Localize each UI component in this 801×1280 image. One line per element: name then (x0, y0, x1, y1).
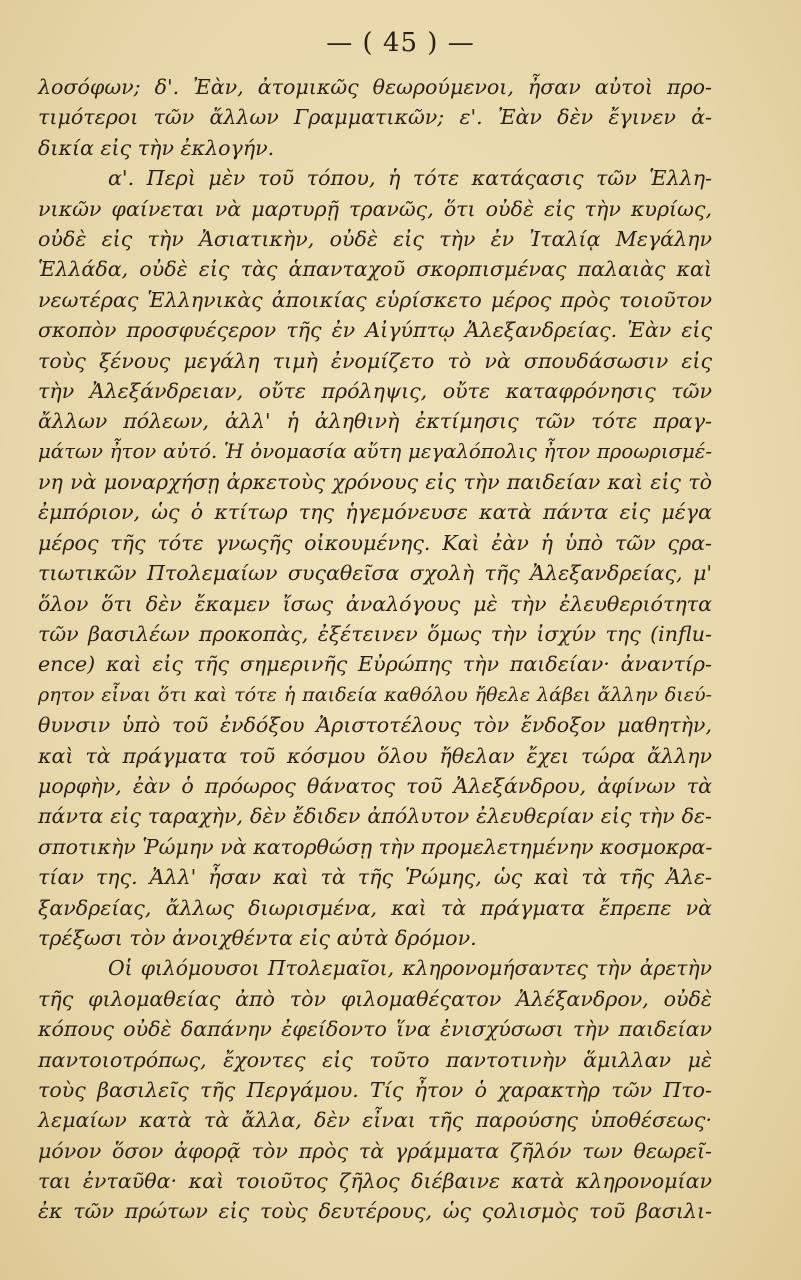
text-line: σποτικὴν Ῥώμην νὰ κατορθώσῃ τὴν προμελετημένην κοσμοκρα- (38, 834, 713, 859)
text-line: καὶ τὰ πράγματα τοῦ κόσμου ὅλου ἤθελαν ἔχει τώρα ἄλλην (38, 743, 712, 768)
text-line: κόπους οὐδὲ δαπάνην ἐφείδοντο ἵνα ἐνισχύσωσι τὴν παιδείαν (38, 1017, 712, 1042)
text-line: α'. Περὶ μὲν τοῦ τόπου, ἡ τότε κατάςασις τῶν Ἑλλη- (108, 166, 712, 191)
text-line: παντοιοτρόπως, ἔχοντες εἰς τοῦτο παντοτινὴν ἅμιλλαν μὲ (38, 1047, 712, 1072)
text-line: μόνον ὅσον ἀφορᾷ τὸν πρὸς τὰ γράμματα ζῆλόν των θεωρεῖ- (38, 1138, 712, 1163)
text-line: ἄλλων πόλεων, ἀλλ' ἡ ἀληθινὴ ἐκτίμησις τῶν τότε πραγ- (38, 409, 712, 434)
text-line: νικῶν φαίνεται νὰ μαρτυρῇ τρανῶς, ὅτι οὐδὲ εἰς τὴν κυρίως, (38, 196, 712, 221)
text-line: ἐμπόριον, ὡς ὁ κτίτωρ της ἡγεμόνευσε κατὰ πάντα εἰς μέγα (38, 500, 712, 525)
text-line: ὅλον ὅτι δὲν ἔκαμεν ἴσως ἀναλόγους μὲ τὴν ἐλευθεριότητα (38, 591, 712, 616)
text-line: ence) καὶ εἰς τῆς σημερινῆς Εὐρώπης τὴν παιδείαν· ἀναντίρ- (38, 652, 712, 677)
page-number: — ( 45 ) — (326, 28, 475, 58)
text-line: τὴν Ἀλεξάνδρειαν, οὔτε πρόληψις, οὔτε καταφρόνησις τῶν (38, 378, 712, 403)
text-line: πάντα εἰς ταραχὴν, δὲν ἔδιδεν ἀπόλυτον ἐλευθερίαν εἰς τὴν δε- (38, 804, 712, 829)
text-line: μορφὴν, ἐὰν ὁ πρόωρος θάνατος τοῦ Ἀλεξάνδρου, ἀφίνων τὰ (38, 773, 712, 798)
text-line: τιμότεροι τῶν ἄλλων Γραμματικῶν; ε'. Ἐὰν δὲν ἔγινεν ἀ- (38, 105, 712, 130)
text-line: μάτων ἦτον αὐτό. Ἡ ὀνομασία αὕτη μεγαλόπολις ἦτον προωρισμέ- (38, 439, 712, 463)
text-line: μέρος τῆς τότε γνωςῆς οἰκουμένης. Καὶ ἐὰν ἡ ὑπὸ τῶν ςρα- (38, 530, 712, 555)
text-line: θυνσιν ὑπὸ τοῦ ἐνδόξου Ἀριστοτέλους τὸν ἔνδοξον μαθητὴν, (38, 713, 712, 738)
text-line: τρέξωσι τὸν ἀνοιχθέντα εἰς αὐτὰ δρόμον. (38, 925, 477, 950)
text-line: Οἱ φιλόμουσοι Πτολεμαῖοι, κληρονομήσαντες τὴν ἀρετὴν (108, 956, 712, 981)
text-line: ξανδρείας, ἄλλως διωρισμένα, καὶ τὰ πράγματα ἔπρεπε νὰ (38, 895, 712, 920)
text-line: λοσόφων; δ'. Ἐὰν, ἀτομικῶς θεωρούμενοι, ἦσαν αὐτοὶ προ- (38, 75, 712, 99)
text-line: σκοπὸν προσφυέςερον τῆς ἐν Αἰγύπτῳ Ἀλεξανδρείας. Ἐὰν εἰς (38, 318, 712, 343)
text-line: τίαν της. Ἀλλ' ἦσαν καὶ τὰ τῆς Ῥώμης, ὡς καὶ τὰ τῆς Ἀλε- (38, 865, 712, 890)
text-line: τῆς φιλομαθείας ἀπὸ τὸν φιλομαθέςατον Ἀλέξανδρον, οὐδὲ (38, 986, 712, 1011)
text-block (38, 72, 712, 1227)
text-line: τοὺς ξένους μεγάλη τιμὴ ἐνομίζετο τὸ νὰ σπουδάσωσιν εἰς (38, 348, 712, 373)
text-line: τῶν βασιλέων προκοπὰς, ἐξέτεινεν ὅμως τὴν ἰσχύν της (influ- (38, 622, 712, 647)
text-line: δικία εἰς τὴν ἐκλογήν. (38, 135, 275, 160)
text-line: ἐκ τῶν πρώτων εἰς τοὺς δευτέρους, ὡς ςολισμὸς τοῦ βασιλι- (38, 1199, 712, 1224)
text-line: Ἑλλάδα, οὐδὲ εἰς τὰς ἁπανταχοῦ σκορπισμένας παλαιὰς καὶ (38, 257, 712, 282)
text-line: τοὺς βασιλεῖς τῆς Περγάμου. Τίς ἦτον ὁ χαρακτὴρ τῶν Πτο- (38, 1077, 712, 1102)
text-line: ται ἐνταῦθα· καὶ τοιοῦτος ζῆλος διέβαινε κατὰ κληρονομίαν (38, 1169, 712, 1194)
text-line: οὐδὲ εἰς τὴν Ἀσιατικὴν, οὐδὲ εἰς τὴν ἐν Ἰταλίᾳ Μεγάλην (38, 226, 712, 251)
text-line: τιωτικῶν Πτολεμαίων συςαθεῖσα σχολὴ τῆς Ἀλεξανδρείας, μ' (38, 561, 712, 586)
text-line: ρητον εἶναι ὅτι καὶ τότε ἡ παιδεία καθόλου ἤθελε λάβει ἄλλην διεύ- (38, 682, 712, 706)
text-line: λεμαίων κατὰ τὰ ἄλλα, δὲν εἶναι τῆς παρούσης ὑποθέσεως· (38, 1108, 712, 1133)
text-line: νη νὰ μοναρχήσῃ ἀρκετοὺς χρόνους εἰς τὴν παιδείαν καὶ εἰς τὸ (38, 470, 712, 495)
text-line: νεωτέρας Ἑλληνικὰς ἀποικίας εὑρίσκετο μέρος πρὸς τοιοῦτον (38, 287, 712, 312)
